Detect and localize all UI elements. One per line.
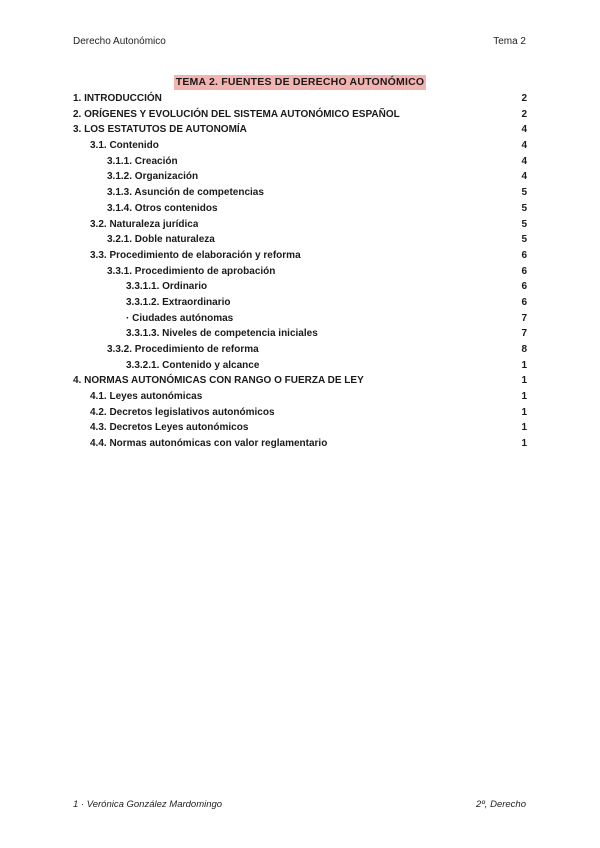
toc-entry-label: 3.3.2. Procedimiento de reforma — [107, 344, 259, 355]
table-of-contents — [73, 91, 527, 452]
toc-entry-label: 3.1.1. Creación — [107, 155, 178, 167]
toc-entry[interactable] — [73, 389, 527, 405]
toc-entry[interactable] — [73, 326, 527, 342]
page-footer — [73, 799, 526, 810]
toc-entry-label: 4.1. Leyes autonómicas — [90, 391, 203, 403]
toc-entry-label: 3.3.1.2. Extraordinario — [126, 296, 231, 308]
toc-entry-page: 4 — [521, 124, 527, 136]
toc-entry-label: 4. NORMAS AUTONÓMICAS CON RANGO O FUERZA DE LEY — [73, 375, 364, 387]
toc-entry-label: 4.4. Normas autonómicas con valor reglamentario — [90, 438, 328, 450]
toc-entry[interactable] — [73, 138, 527, 154]
toc-entry-label: 3.3. Procedimiento de elaboración y reforma — [90, 249, 301, 261]
toc-entry-page: 6 — [521, 296, 527, 308]
toc-entry-page: 1 — [521, 391, 527, 403]
toc-entry[interactable] — [73, 201, 527, 217]
toc-entry[interactable] — [73, 154, 527, 170]
toc-entry-page: 6 — [521, 249, 527, 261]
toc-title-text: TEMA 2. FUENTES DE DERECHO AUTONÓMICO — [175, 76, 425, 88]
toc-entry[interactable] — [73, 405, 527, 421]
toc-entry-page: 5 — [521, 187, 527, 199]
toc-entry-page: 2 — [521, 108, 527, 120]
toc-entry[interactable] — [73, 373, 527, 389]
toc-entry[interactable] — [73, 232, 527, 248]
toc-entry-page: 7 — [521, 312, 527, 324]
toc-entry-label: 3.1.3. Asunción de competencias — [107, 187, 264, 199]
toc-entry[interactable] — [73, 295, 527, 311]
toc-entry-label: 3.1.4. Otros contenidos — [107, 202, 218, 214]
toc-entry-label: 3.3.1. Procedimiento de aprobación — [107, 265, 276, 277]
toc-entry-label: 3.3.1.3. Niveles de competencia iniciales — [126, 328, 318, 340]
footer-course: 2º, Derecho — [476, 799, 526, 810]
toc-title — [0, 72, 600, 90]
toc-entry-label: 3.2.1. Doble naturaleza — [107, 234, 215, 246]
toc-entry[interactable] — [73, 91, 527, 107]
footer-author: 1 · Verónica González Mardomingo — [73, 799, 223, 810]
toc-entry[interactable] — [73, 264, 527, 280]
toc-entry-label: 2. ORÍGENES Y EVOLUCIÓN DEL SISTEMA AUTONÓMICO ESPAÑOL — [73, 108, 400, 120]
toc-entry-page: 5 — [521, 202, 527, 214]
page-header — [73, 36, 526, 47]
toc-entry-page: 1 — [521, 406, 527, 418]
toc-entry[interactable] — [73, 107, 527, 123]
toc-entry-label: 4.2. Decretos legislativos autonómicos — [90, 406, 275, 418]
toc-entry-page: 4 — [521, 155, 527, 167]
toc-entry-page: 4 — [521, 140, 527, 152]
toc-entry-label: 1. INTRODUCCIÓN — [73, 93, 162, 104]
header-topic: Tema 2 — [493, 36, 526, 47]
toc-entry-page: 1 — [521, 375, 527, 387]
toc-entry-page: 1 — [521, 438, 527, 450]
header-course: Derecho Autonómico — [73, 36, 166, 47]
toc-entry-label: 3.2. Naturaleza jurídica — [90, 218, 199, 230]
toc-entry-label: 3.3.2.1. Contenido y alcance — [126, 359, 260, 371]
toc-entry-page: 2 — [521, 93, 527, 104]
toc-entry-page: 1 — [521, 422, 527, 434]
toc-entry[interactable] — [73, 279, 527, 295]
toc-entry[interactable] — [73, 185, 527, 201]
toc-entry-label: 3. LOS ESTATUTOS DE AUTONOMÍA — [73, 124, 247, 136]
toc-entry-label: 3.1. Contenido — [90, 140, 159, 152]
toc-entry[interactable] — [73, 342, 527, 358]
toc-entry-page: 1 — [521, 359, 527, 371]
toc-entry-page: 7 — [521, 328, 527, 340]
toc-entry[interactable] — [73, 122, 527, 138]
toc-entry-label: 3.1.2. Organización — [107, 171, 199, 183]
toc-entry-page: 8 — [521, 344, 527, 355]
toc-entry-label: 4.3. Decretos Leyes autonómicos — [90, 422, 249, 434]
toc-entry-page: 6 — [521, 281, 527, 293]
toc-entry-page: 6 — [521, 265, 527, 277]
toc-entry[interactable] — [73, 248, 527, 264]
toc-entry[interactable] — [73, 436, 527, 452]
toc-entry[interactable] — [73, 217, 527, 233]
toc-entry[interactable] — [73, 169, 527, 185]
toc-entry-page: 5 — [521, 218, 527, 230]
toc-entry[interactable] — [73, 358, 527, 374]
toc-entry-page: 4 — [521, 171, 527, 183]
toc-entry-label: 3.3.1.1. Ordinario — [126, 281, 208, 293]
toc-entry[interactable] — [73, 311, 527, 327]
toc-entry-label: · Ciudades autónomas — [126, 312, 234, 324]
toc-entry[interactable] — [73, 420, 527, 436]
toc-entry-page: 5 — [521, 234, 527, 246]
